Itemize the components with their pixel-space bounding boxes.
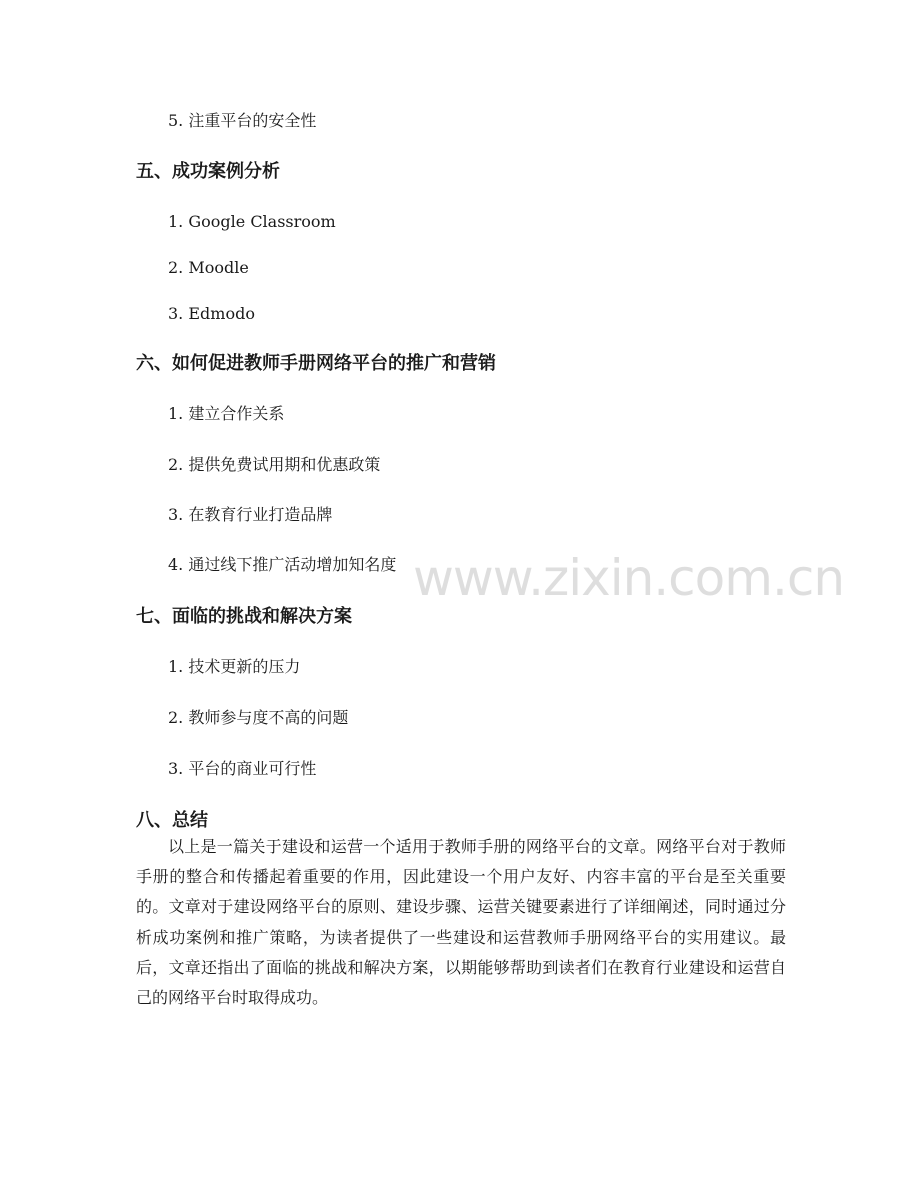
list-item: 1. Google Classroom: [168, 212, 336, 231]
section-heading-promotion: 六、如何促进教师手册网络平台的推广和营销: [136, 353, 496, 374]
list-item: 5. 注重平台的安全性: [168, 111, 317, 130]
watermark-text: www.zixin.com.cn: [413, 549, 845, 607]
list-item: 3. 平台的商业可行性: [168, 759, 317, 778]
list-item: 2. 提供免费试用期和优惠政策: [168, 455, 381, 474]
list-item: 1. 技术更新的压力: [168, 657, 301, 676]
section-heading-summary: 八、总结: [136, 810, 208, 831]
list-item: 2. Moodle: [168, 258, 249, 277]
list-item: 2. 教师参与度不高的问题: [168, 708, 349, 727]
list-item: 3. Edmodo: [168, 304, 255, 323]
list-item: 1. 建立合作关系: [168, 404, 285, 423]
list-item: 4. 通过线下推广活动增加知名度: [168, 555, 397, 574]
summary-paragraph: 以上是一篇关于建设和运营一个适用于教师手册的网络平台的文章。网络平台对于教师手册的整合和传播起着重要的作用，因此建设一个用户友好、内容丰富的平台是至关重要的。文章对于建设网络平台的原则、建设步骤、运营关键要素进行了详细阐述，同时通过分析成功案例和推广策略，为读者提供了一些建设和运营教师手册网络平台的实用建议。最后，文章还指出了面临的挑战和解决方案，以期能够帮助到读者们在教育行业建设和运营自己的网络平台时取得成功。: [136, 837, 786, 1008]
list-item: 3. 在教育行业打造品牌: [168, 505, 333, 524]
section-heading-success-cases: 五、成功案例分析: [136, 161, 280, 182]
section-heading-challenges: 七、面临的挑战和解决方案: [136, 606, 352, 627]
